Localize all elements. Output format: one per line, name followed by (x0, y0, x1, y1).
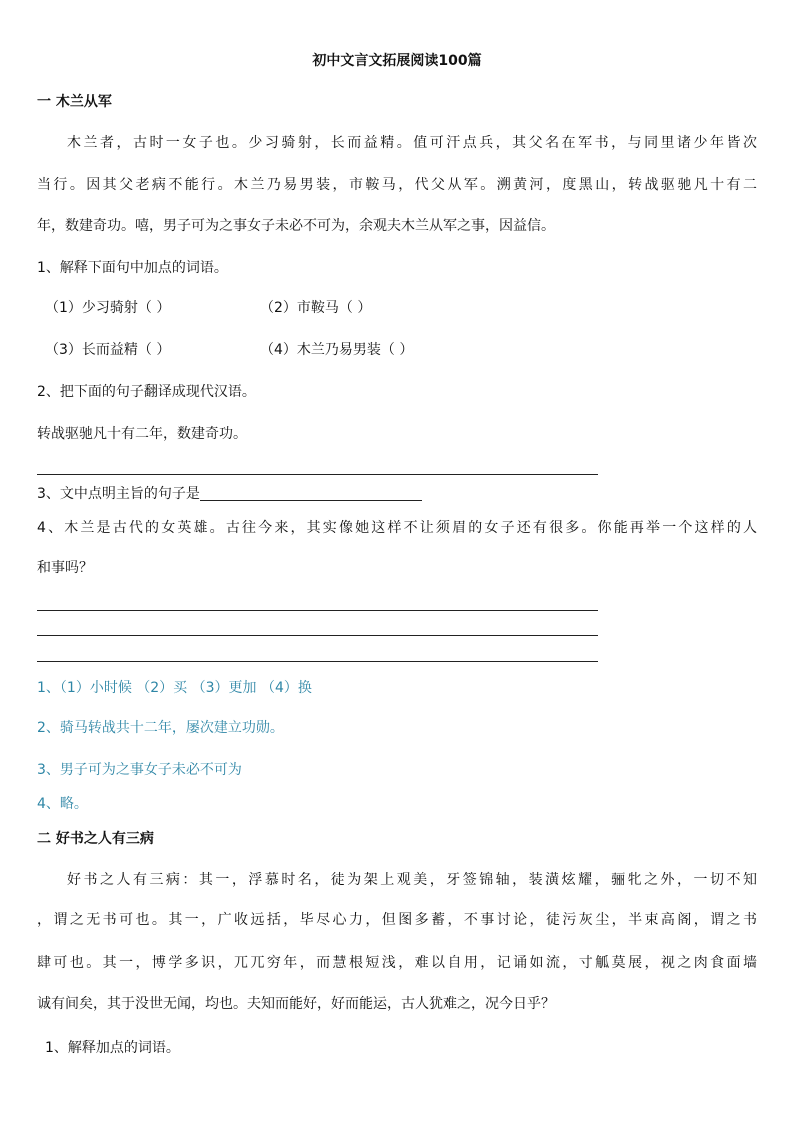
passage-line: ，谓之无书可也。其一，广收远括，毕尽心力，但图多蓄，不事讨论，徒污灰尘，半束高阁，谓之书 (37, 912, 757, 928)
question-1: 1、解释下面句中加点的词语。 (37, 260, 228, 276)
answer-key: 1、（1）小时候 （2）买 （3）更加 （4）换 (37, 680, 312, 696)
passage-line: 诚有间矣，其于没世无闻，均也。夫知而能好，好而能运，古人犹难之，况今日乎？ (37, 996, 555, 1012)
passage-line: 好书之人有三病：其一，浮慕时名，徒为架上观美，牙签锦轴，装潢炫耀，骊牝之外，一切不知 (67, 872, 757, 888)
question-item: （1）少习骑射（ ） (45, 300, 171, 316)
question-1: 1、解释加点的词语。 (45, 1040, 180, 1056)
answer-key: 2、骑马转战共十二年，屡次建立功勋。 (37, 720, 284, 736)
section-heading: 一 木兰从军 (37, 94, 112, 110)
question-item: （2）市鞍马（ ） (260, 300, 372, 316)
answer-line (37, 610, 598, 611)
section-heading: 二 好书之人有三病 (37, 831, 154, 847)
answer-line (37, 661, 598, 662)
passage-line: 肆可也。其一，博学多识，兀兀穷年，而慧根短浅，难以自用，记诵如流，寸觚莫展，视之肉食面墙 (37, 955, 757, 971)
passage-line: 当行。因其父老病不能行。木兰乃易男装，市鞍马，代父从军。溯黄河，度黑山，转战驱驰凡十有二 (37, 177, 757, 193)
question-3 (37, 484, 422, 504)
passage-line: 木兰者，古时一女子也。少习骑射，长而益精。值可汗点兵，其父名在军书，与同里诸少年皆次 (67, 135, 757, 151)
answer-line (37, 635, 598, 636)
answer-key: 4、略。 (37, 796, 88, 812)
question-3-text: 3、文中点明主旨的句子是 (37, 486, 200, 502)
question-2-sentence: 转战驱驰凡十有二年，数建奇功。 (37, 426, 247, 442)
question-item: （3）长而益精（ ） (45, 342, 171, 358)
answer-blank (200, 486, 422, 501)
answer-key: 3、男子可为之事女子未必不可为 (37, 762, 242, 778)
passage-line: 年，数建奇功。嘻，男子可为之事女子未必不可为，余观夫木兰从军之事，因益信。 (37, 218, 555, 234)
question-4-line: 和事吗？ (37, 560, 93, 576)
question-4-line: 4、木兰是古代的女英雄。古往今来，其实像她这样不让须眉的女子还有很多。你能再举一个这样的人 (37, 520, 757, 536)
page-title: 初中文言文拓展阅读100篇 (312, 53, 482, 69)
answer-line (37, 474, 598, 475)
question-2: 2、把下面的句子翻译成现代汉语。 (37, 384, 256, 400)
question-item: （4）木兰乃易男装（ ） (260, 342, 414, 358)
